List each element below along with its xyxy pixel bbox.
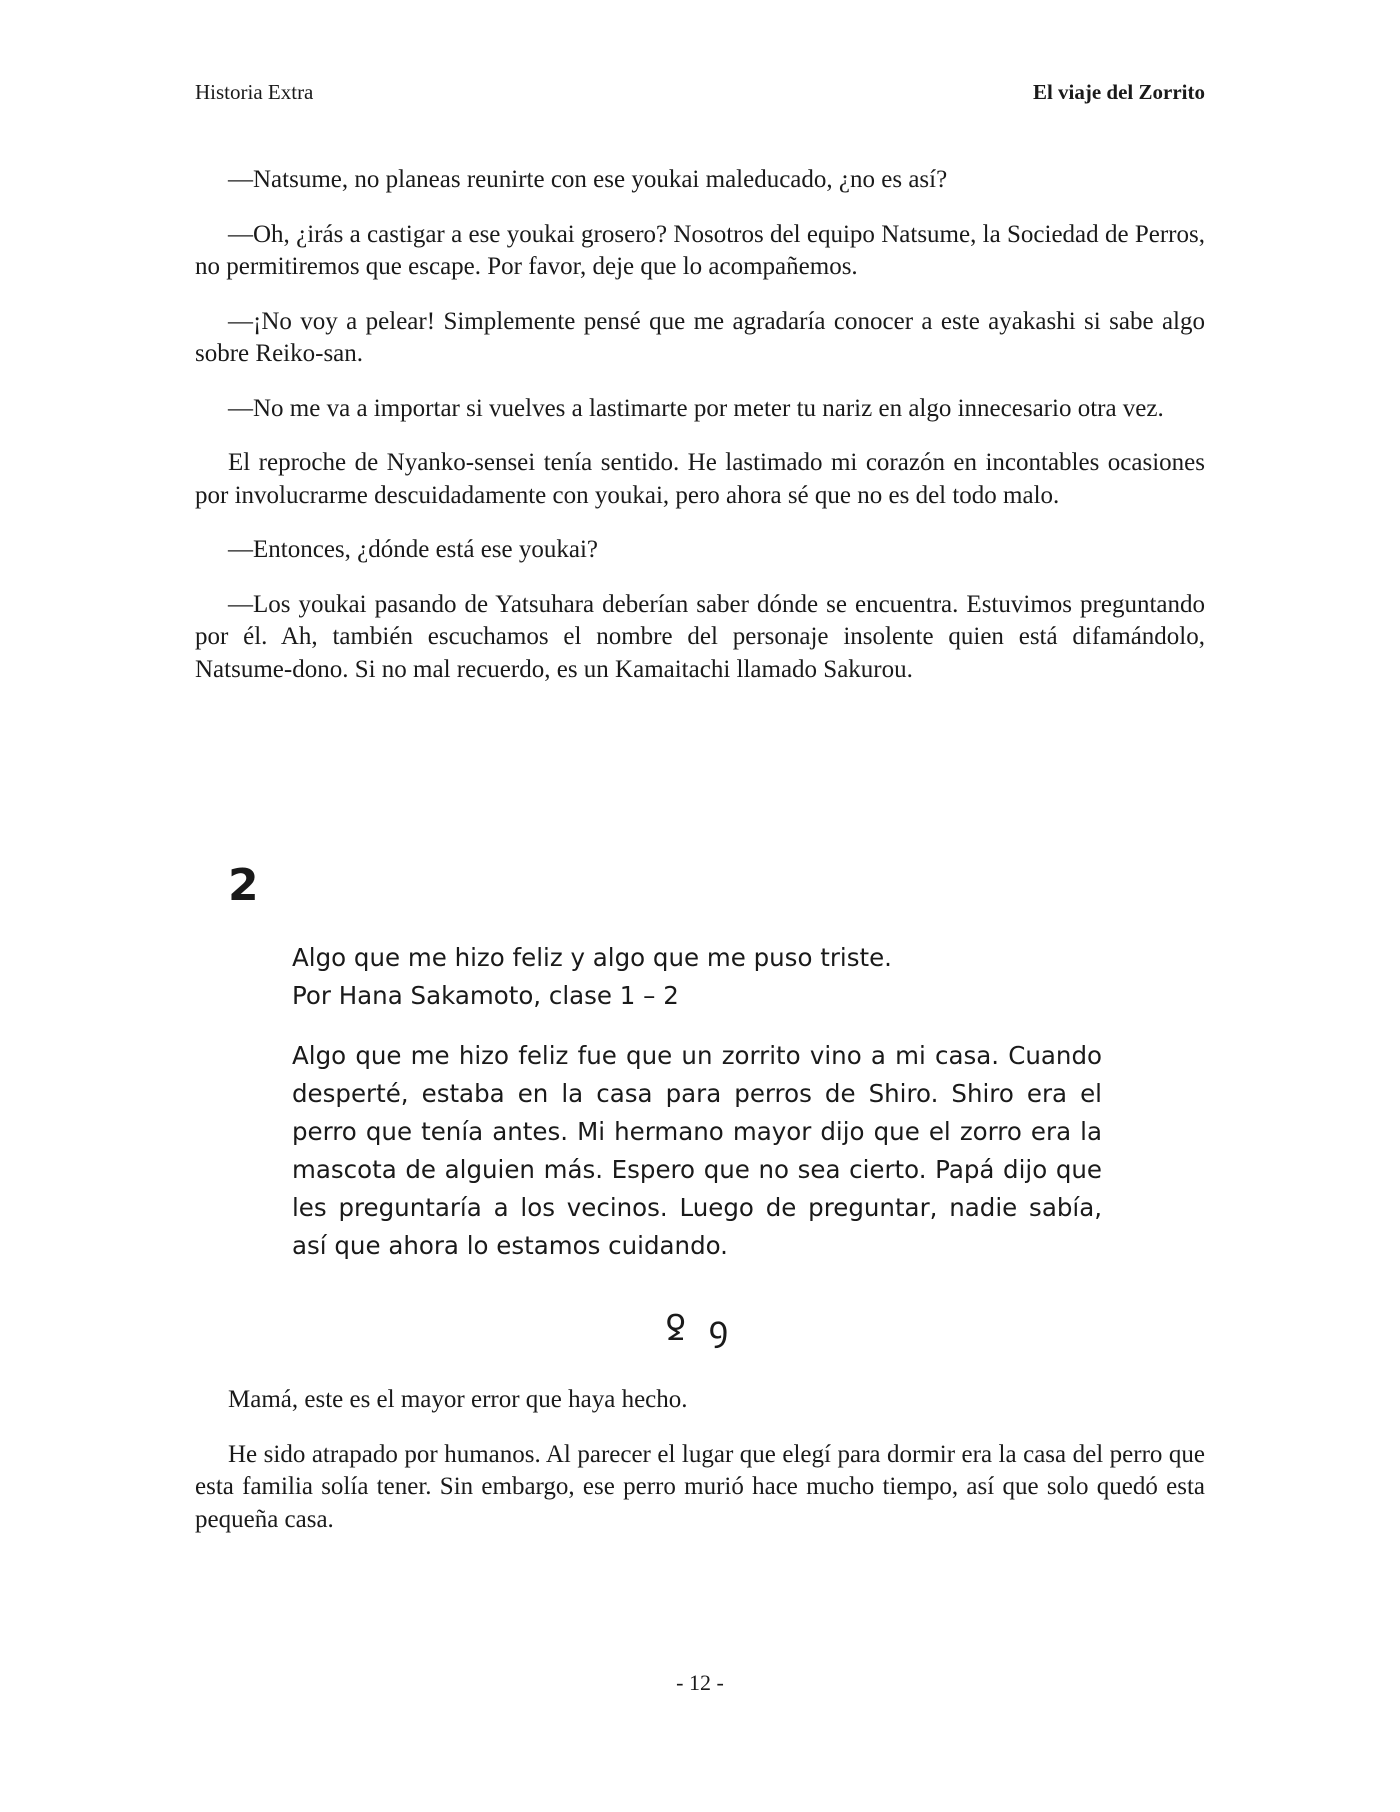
paragraph: —No me va a importar si vuelves a lastimarte por meter tu nariz en algo innecesario otra vez.	[228, 394, 1164, 422]
page-number: - 12 -	[676, 1670, 724, 1695]
paragraph: —Oh, ¿irás a castigar a ese youkai grosero? Nosotros del equipo Natsume, la Sociedad de Perros, no permitiremos que escape. Por favor, deje que lo acompañemos.	[195, 220, 1205, 280]
essay-body: Algo que me hizo feliz fue que un zorrito vino a mi casa. Cuando desperté, estaba en la casa para perros de Shiro. Shiro era el perro que tenía antes. Mi hermano mayor dijo que el zorro era la mascota de alguien más. Espero que no sea cierto. Papá dijo que les preguntaría a los vecinos. Luego de preguntar, nadie sabía, así que ahora lo estamos cuidando.	[292, 1041, 1102, 1260]
top-text-block	[195, 164, 1205, 708]
section-number: 2	[228, 860, 259, 911]
essay-title: Algo que me hizo feliz y algo que me puso triste.	[292, 943, 892, 972]
running-header	[195, 80, 1205, 105]
paragraph: —Natsume, no planeas reunirte con ese youkai maleducado, ¿no es así?	[228, 166, 948, 193]
paragraph: —¡No voy a pelear! Simplemente pensé que me agradaría conocer a este ayakashi si sabe algo sobre Reiko-san.	[195, 307, 1205, 367]
bottom-text-block	[195, 1384, 1205, 1558]
school-essay	[292, 939, 1102, 1265]
paragraph: —Entonces, ¿dónde está ese youkai?	[228, 536, 599, 563]
header-book-section: Historia Extra	[195, 80, 314, 104]
header-chapter-title: El viaje del Zorrito	[1032, 80, 1205, 104]
section-separator-ornament: ꝿ ꝯ	[665, 1309, 735, 1349]
paragraph: Mamá, este es el mayor error que haya hecho.	[228, 1386, 688, 1413]
essay-author: Por Hana Sakamoto, clase 1 – 2	[292, 981, 679, 1010]
paragraph: —Los youkai pasando de Yatsuhara deberían saber dónde se encuentra. Estuvimos preguntando por él. Ah, también escuchamos el nombre del personaje insolente quien está difamándolo, Natsume-dono. Si no mal recuerdo, es un Kamaitachi llamado Sakurou.	[195, 590, 1205, 683]
paragraph: El reproche de Nyanko-sensei tenía sentido. He lastimado mi corazón en incontables ocasiones por involucrarme descuidadamente con youkai, pero ahora sé que no es del todo malo.	[195, 449, 1205, 509]
paragraph: He sido atrapado por humanos. Al parecer el lugar que elegí para dormir era la casa del perro que esta familia solía tener. Sin embargo, ese perro murió hace mucho tiempo, así que solo quedó esta pequeña casa.	[195, 1440, 1205, 1533]
